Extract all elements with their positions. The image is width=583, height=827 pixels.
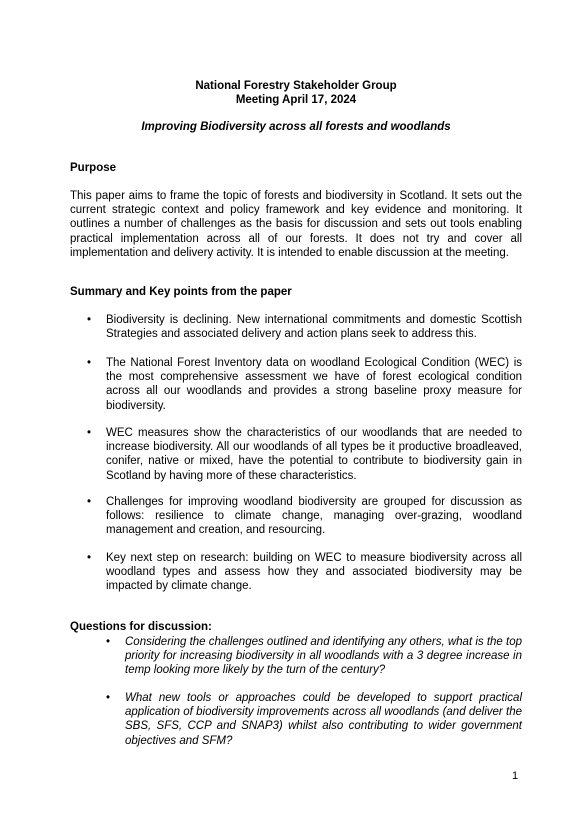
bullet-icon: • xyxy=(106,636,111,648)
question-item-text: Considering the challenges outlined and identifying any others, what is the top priority for increasing biodiversity in all woodlands with a 3 degree increase in temp looking more likely by the turn of the century? xyxy=(125,636,523,677)
purpose-paragraph: This paper aims to frame the topic of forests and biodiversity in Scotland. It sets out the current strategic context and policy framework and key evidence and monitoring. It outlines a number of challenges as the basis for discussion and sets out tools enabling practical implementation across all of our forests. It does not try and cover all implementation and delivery activity. It is intended to enable discussion at the meeting. xyxy=(70,190,522,259)
bullet-icon: • xyxy=(87,427,92,439)
summary-item xyxy=(70,426,522,483)
question-item xyxy=(70,635,522,678)
bullet-icon: • xyxy=(87,552,92,564)
summary-item xyxy=(70,551,522,594)
summary-item xyxy=(70,356,522,413)
purpose-heading: Purpose xyxy=(70,162,117,174)
summary-item-text: Key next step on research: building on WEC to measure biodiversity across all woodland types and assess how they and associated biodiversity may be impacted by climate change. xyxy=(106,552,522,593)
question-item xyxy=(70,691,522,748)
summary-item xyxy=(70,495,522,538)
question-item-text: What new tools or approaches could be developed to support practical application of biodiversity improvements across all woodlands (and deliver the SBS, SFS, CCP and SNAP3) whilst also contributing to wider government objectives and SFM? xyxy=(125,692,522,747)
summary-item-text: Challenges for improving woodland biodiversity are grouped for discussion as follows: resilience to climate change, managing over-grazing, woodland management and creation, and resourcing. xyxy=(106,496,522,537)
document-subtitle: Improving Biodiversity across all forests and woodlands xyxy=(141,121,451,133)
summary-item-text: WEC measures show the characteristics of our woodlands that are needed to increase biodiversity. All our woodlands of all types be it productive broadleaved, conifer, native or mixed, have the potential to contribute to biodiversity gain in Scotland by having more of these characteristics. xyxy=(106,427,522,482)
summary-item-text: The National Forest Inventory data on woodland Ecological Condition (WEC) is the most comprehensive assessment we have of forest ecological condition across all our woodlands and provides a strong baseline proxy measure for biodiversity. xyxy=(106,357,522,412)
bullet-icon: • xyxy=(87,496,92,508)
questions-heading: Questions for discussion: xyxy=(70,621,212,633)
bullet-icon: • xyxy=(106,692,111,704)
summary-item xyxy=(70,313,522,341)
summary-item-text: Biodiversity is declining. New international commitments and domestic Scottish Strategies and associated delivery and action plans seek to address this. xyxy=(106,314,522,341)
document-title: National Forestry Stakeholder Group xyxy=(195,80,397,92)
bullet-icon: • xyxy=(87,357,92,369)
summary-heading: Summary and Key points from the paper xyxy=(70,286,292,298)
page-number: 1 xyxy=(512,770,519,782)
meeting-date: Meeting April 17, 2024 xyxy=(235,94,357,106)
bullet-icon: • xyxy=(87,314,92,326)
